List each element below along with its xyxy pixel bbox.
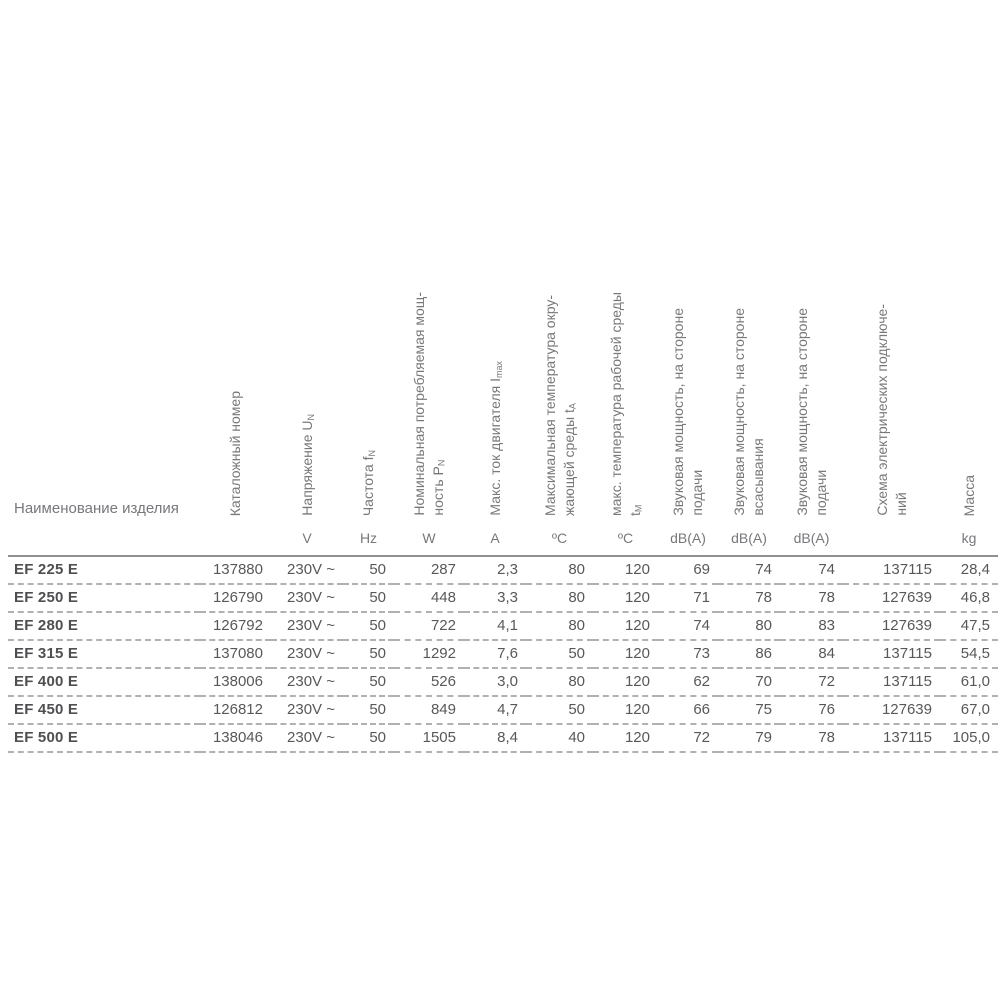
unit-cell: dB(A)	[658, 521, 718, 556]
table-cell: 74	[780, 556, 843, 584]
unit-cell: kg	[940, 521, 998, 556]
unit-cell: Hz	[343, 521, 394, 556]
column-header-sound-power-supply-2	[780, 265, 843, 521]
column-header-voltage-label: Напряжение $U_N$	[298, 414, 316, 516]
product-name-cell: EF 400 E	[8, 668, 200, 696]
table-cell: 69	[658, 556, 718, 584]
column-header-frequency	[343, 265, 394, 521]
column-header-wiring-diagram-label: Схема электрических подключе- ний	[873, 304, 909, 516]
table-cell: 50	[526, 640, 593, 668]
table-cell: 78	[780, 584, 843, 612]
table-cell: 137080	[200, 640, 271, 668]
table-cell: 78	[718, 584, 780, 612]
unit-cell: V	[271, 521, 343, 556]
table-cell: 84	[780, 640, 843, 668]
table-cell: 120	[593, 612, 658, 640]
table-cell: 120	[593, 696, 658, 724]
table-cell: 72	[780, 668, 843, 696]
column-header-catalog-number	[200, 265, 271, 521]
table-cell: 230V ~	[271, 668, 343, 696]
unit-cell: ºC	[593, 521, 658, 556]
table-cell: 83	[780, 612, 843, 640]
table-cell: 76	[780, 696, 843, 724]
column-header-max-motor-current-label: Макс. ток двигателя $I_{max}$	[486, 361, 504, 516]
unit-cell: dB(A)	[780, 521, 843, 556]
table-cell: 40	[526, 724, 593, 752]
table-cell: 287	[394, 556, 464, 584]
table-cell: 137880	[200, 556, 271, 584]
table-cell: 138006	[200, 668, 271, 696]
unit-cell: W	[394, 521, 464, 556]
units-row	[8, 521, 998, 556]
column-header-mass	[940, 265, 998, 521]
column-header-sound-power-suction	[718, 265, 780, 521]
table-cell: 86	[718, 640, 780, 668]
unit-cell: A	[464, 521, 526, 556]
table-cell: 54,5	[940, 640, 998, 668]
column-header-mass-label: Масса	[960, 474, 977, 516]
table-cell: 50	[343, 556, 394, 584]
table-cell: 62	[658, 668, 718, 696]
table-cell: 75	[718, 696, 780, 724]
unit-cell: ºC	[526, 521, 593, 556]
unit-cell	[8, 521, 200, 556]
table-cell: 61,0	[940, 668, 998, 696]
table-cell: 127639	[843, 612, 940, 640]
table-cell: 73	[658, 640, 718, 668]
table-cell: 230V ~	[271, 612, 343, 640]
table-cell: 105,0	[940, 724, 998, 752]
table-cell: 230V ~	[271, 584, 343, 612]
table-cell: 230V ~	[271, 724, 343, 752]
table-cell: 47,5	[940, 612, 998, 640]
table-cell: 127639	[843, 696, 940, 724]
table-cell: 8,4	[464, 724, 526, 752]
table-cell: 71	[658, 584, 718, 612]
table-cell: 46,8	[940, 584, 998, 612]
column-header-sound-power-supply	[658, 265, 718, 521]
table-cell: 1292	[394, 640, 464, 668]
column-header-max-motor-current	[464, 265, 526, 521]
table-cell: 7,6	[464, 640, 526, 668]
table-cell: 230V ~	[271, 696, 343, 724]
column-header-max-working-temperature	[593, 265, 658, 521]
table-cell: 127639	[843, 584, 940, 612]
table-cell: 230V ~	[271, 640, 343, 668]
table-cell: 80	[526, 612, 593, 640]
table-cell: 120	[593, 724, 658, 752]
table-row	[8, 556, 998, 584]
table-cell: 138046	[200, 724, 271, 752]
table-cell: 137115	[843, 640, 940, 668]
table-cell: 722	[394, 612, 464, 640]
table-cell: 137115	[843, 556, 940, 584]
product-name-cell: EF 280 E	[8, 612, 200, 640]
column-header-wiring-diagram	[843, 265, 940, 521]
table-cell: 74	[718, 556, 780, 584]
product-name-cell: EF 450 E	[8, 696, 200, 724]
table-cell: 4,7	[464, 696, 526, 724]
product-spec-table	[8, 265, 998, 753]
table-cell: 120	[593, 668, 658, 696]
table-cell: 50	[343, 584, 394, 612]
table-cell: 50	[526, 696, 593, 724]
unit-cell: dB(A)	[718, 521, 780, 556]
column-header-max-ambient-temperature-label: Максимальная температура окру- жающей среды $t_A$	[541, 295, 578, 516]
table-cell: 448	[394, 584, 464, 612]
column-header-sound-power-supply-label: Звуковая мощность, на стороне подачи	[670, 308, 705, 516]
column-header-frequency-label: Частота $f_N$	[360, 449, 377, 516]
table-cell: 80	[526, 668, 593, 696]
table-cell: 230V ~	[271, 556, 343, 584]
table-cell: 72	[658, 724, 718, 752]
table-row	[8, 612, 998, 640]
table-row	[8, 640, 998, 668]
table-cell: 80	[718, 612, 780, 640]
table-cell: 70	[718, 668, 780, 696]
table-row	[8, 696, 998, 724]
table-cell: 3,0	[464, 668, 526, 696]
table-cell: 2,3	[464, 556, 526, 584]
table-cell: 28,4	[940, 556, 998, 584]
table-cell: 80	[526, 584, 593, 612]
table-cell: 50	[343, 724, 394, 752]
product-name-cell: EF 500 E	[8, 724, 200, 752]
table-cell: 66	[658, 696, 718, 724]
table-cell: 78	[780, 724, 843, 752]
table-cell: 67,0	[940, 696, 998, 724]
table-cell: 50	[343, 668, 394, 696]
table-cell: 849	[394, 696, 464, 724]
table-cell: 120	[593, 556, 658, 584]
table-cell: 126792	[200, 612, 271, 640]
table-cell: 4,1	[464, 612, 526, 640]
table-cell: 126812	[200, 696, 271, 724]
table-cell: 1505	[394, 724, 464, 752]
unit-cell	[200, 521, 271, 556]
table-cell: 74	[658, 612, 718, 640]
header-row	[8, 265, 998, 521]
column-header-sound-power-supply-2-label: Звуковая мощность, на стороне подачи	[793, 308, 829, 516]
column-header-max-ambient-temperature	[526, 265, 593, 521]
unit-cell	[843, 521, 940, 556]
table-cell: 137115	[843, 724, 940, 752]
table-cell: 120	[593, 584, 658, 612]
table-row	[8, 668, 998, 696]
table-cell: 526	[394, 668, 464, 696]
product-name-cell: EF 225 E	[8, 556, 200, 584]
column-header-catalog-number-label: Каталожный номер	[227, 390, 244, 516]
column-header-nominal-power	[394, 265, 464, 521]
column-header-voltage	[271, 265, 343, 521]
table-cell: 120	[593, 640, 658, 668]
product-name-cell: EF 315 E	[8, 640, 200, 668]
column-header-product-name: Наименование изделия	[14, 500, 179, 517]
table-cell: 50	[343, 696, 394, 724]
column-header-max-working-temperature-label: макс. температура рабочей среды $t_M$	[607, 292, 644, 516]
table-cell: 50	[343, 612, 394, 640]
table-cell: 80	[526, 556, 593, 584]
table-cell: 50	[343, 640, 394, 668]
table-cell: 126790	[200, 584, 271, 612]
table-row	[8, 724, 998, 752]
table-row	[8, 584, 998, 612]
table-cell: 79	[718, 724, 780, 752]
column-header-nominal-power-label: Номинальная потребляемая мощ- ность $P_N$	[411, 292, 447, 516]
product-name-cell: EF 250 E	[8, 584, 200, 612]
column-header-sound-power-suction-label: Звуковая мощность, на стороне всасывания	[731, 308, 766, 516]
table-cell: 3,3	[464, 584, 526, 612]
table-cell: 137115	[843, 668, 940, 696]
